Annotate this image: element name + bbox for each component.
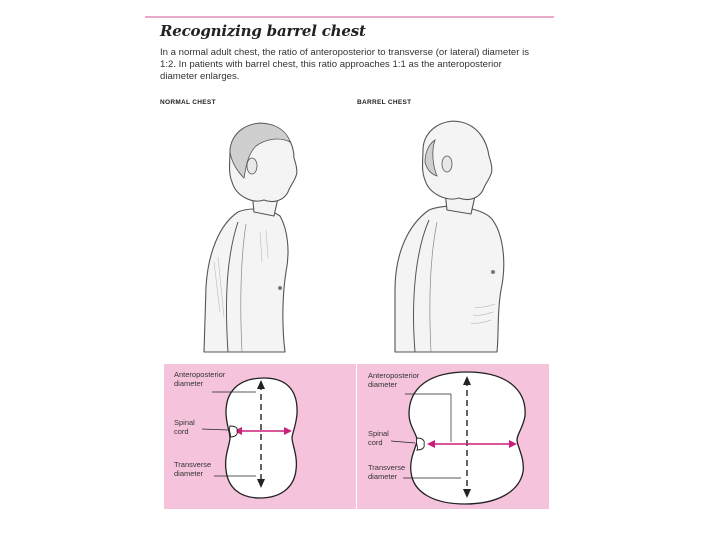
barrel-spinal-cord-label: Spinal cord xyxy=(368,429,389,447)
barrel-transverse-diameter-label: Transverse diameter xyxy=(368,463,406,481)
barrel-chest-heading: BARREL CHEST xyxy=(357,99,412,106)
normal-chest-heading: NORMAL CHEST xyxy=(160,99,216,106)
barrel-chest-illustration xyxy=(385,112,565,357)
normal-chest-cross-section xyxy=(164,364,356,509)
barrel-ap-diameter-label: Anteroposterior diameter xyxy=(368,371,420,389)
barrel-chest-cross-section xyxy=(357,364,549,509)
normal-chest-illustration xyxy=(190,112,370,357)
normal-ap-diameter-label: Anteroposterior diameter xyxy=(174,370,226,388)
intro-paragraph: In a normal adult chest, the ratio of anteroposterior to transverse (or lateral) diameter is 1:2. In patients with barrel chest, this ratio approaches 1:1 as the anteroposterior diameter enlarges. xyxy=(160,47,529,82)
page-title: Recognizing barrel chest xyxy=(160,22,366,40)
header-rule xyxy=(145,16,554,18)
normal-transverse-diameter-label: Transverse diameter xyxy=(174,460,212,478)
normal-spinal-cord-label: Spinal cord xyxy=(174,418,195,436)
